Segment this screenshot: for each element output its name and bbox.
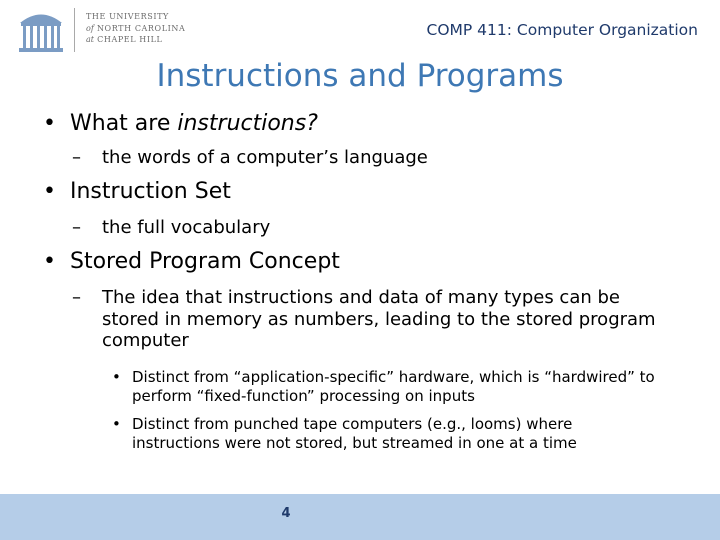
bullet-instruction-set-text: Instruction Set	[70, 179, 231, 204]
bullet-marker: •	[112, 415, 121, 433]
bullet-marker: •	[112, 368, 121, 386]
sub-bullet-stored-program	[72, 287, 667, 352]
logo-wordmark	[86, 11, 185, 46]
course-title: COMP 411: Computer Organization	[426, 21, 698, 39]
bullet-stored-program-text: Stored Program Concept	[70, 249, 340, 274]
sub-bullet-instructions	[72, 147, 662, 169]
sub-sub-bullet-application-specific-text: Distinct from “application-specific” hardware, which is “hardwired” to perform “fixed-function” processing on inputs	[132, 368, 655, 405]
old-well-icon	[16, 8, 66, 54]
bullet-instructions-prefix: What are	[70, 111, 178, 136]
bullet-marker: •	[43, 179, 56, 204]
dash-marker: –	[72, 217, 81, 238]
logo-line-2-prefix: of	[86, 23, 94, 33]
bullet-marker: •	[43, 249, 56, 274]
logo-line-1: THE UNIVERSITY	[86, 12, 169, 21]
logo-line-2-text: NORTH CAROLINA	[96, 23, 186, 33]
bullet-stored-program	[43, 249, 340, 275]
sub-bullet-stored-program-text: The idea that instructions and data of many types can be stored in memory as numbers, leading to the stored program computer	[102, 287, 656, 351]
university-logo	[14, 6, 189, 54]
slide-title: Instructions and Programs	[156, 58, 564, 94]
sub-sub-bullet-punched-tape	[112, 415, 657, 453]
bullet-instructions	[43, 111, 318, 137]
logo-line-2	[86, 23, 185, 35]
dash-marker: –	[72, 147, 81, 168]
bullet-instructions-emphasis: instructions?	[177, 111, 318, 136]
logo-line-3-prefix: at	[86, 35, 94, 44]
dash-marker: –	[72, 287, 81, 308]
bullet-instruction-set	[43, 179, 231, 205]
bullet-marker: •	[43, 111, 56, 136]
sub-sub-bullet-application-specific	[112, 368, 657, 406]
logo-line-3	[86, 34, 185, 46]
sub-bullet-instruction-set	[72, 217, 662, 239]
sub-bullet-instructions-text: the words of a computer’s language	[102, 147, 428, 168]
logo-divider	[74, 8, 75, 52]
page-number: 4	[281, 506, 291, 521]
sub-bullet-instruction-set-text: the full vocabulary	[102, 217, 271, 238]
sub-sub-bullet-punched-tape-text: Distinct from punched tape computers (e.g., looms) where instructions were not stored, but streamed in one at a time	[132, 415, 577, 452]
logo-line-3-text: CHAPEL HILL	[97, 35, 163, 44]
